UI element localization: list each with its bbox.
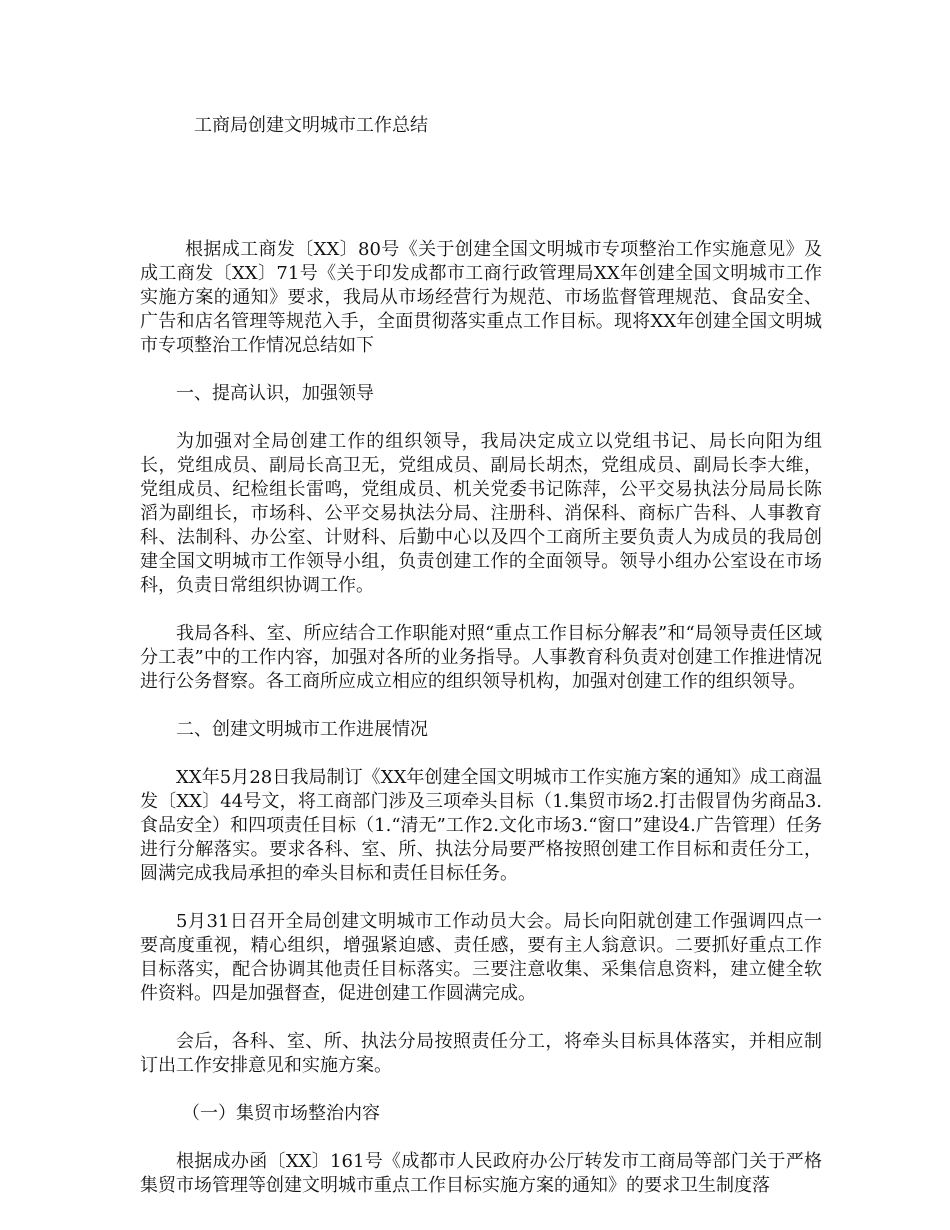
paragraph-responsibilities: 我局各科、室、所应结合工作职能对照“重点工作目标分解表”和“局领导责任区域分工表”中的工作内容，加强对各所的业务指导。人事教育科负责对创建工作推进情况进行公务督察。各工商所应成立相应的组织领导机构，加强对创建工作的组织领导。 <box>140 623 822 692</box>
paragraph-plan: XX年5月28日我局制订《XX年创建全国文明城市工作实施方案的通知》成工商温发〔XX〕44号文，将工商部门涉及三项牵头目标（1.集贸市场2.打击假冒伪劣商品3.食品安全）和四项责任目标（1.“清无”工作2.文化市场3.“窗口”建设4.广告管理）任务进行分解落实。要求各科、室、所、执法分局要严格按照创建工作目标和责任分工，圆满完成我局承担的牵头目标和责任目标任务。 <box>140 767 822 884</box>
paragraph-mobilization: 5月31日召开全局创建文明城市工作动员大会。局长向阳就创建工作强调四点一要高度重视，精心组织，增强紧迫感、责任感，要有主人翁意识。二要抓好重点工作目标落实，配合协调其他责任目标落实。三要注意收集、采集信息资料，建立健全软件资料。四是加强督查，促进创建工作圆满完成。 <box>140 911 822 1004</box>
paragraph-intro: 根据成工商发〔XX〕80号《关于创建全国文明城市专项整治工作实施意见》及成工商发〔XX〕71号《关于印发成都市工商行政管理局XX年创建全国文明城市工作实施方案的通知》要求，我局从市场经营行为规范、市场监督管理规范、食品安全、广告和店名管理等规范入手，全面贯彻落实重点工作目标。现将XX年创建全国文明城市专项整治工作情况总结如下 <box>140 239 822 356</box>
paragraph-market: 根据成办函〔XX〕161号《成都市人民政府办公厅转发市工商局等部门关于严格集贸市场管理等创建文明城市重点工作目标实施方案的通知》的要求卫生制度落 <box>140 1151 822 1196</box>
document-body <box>140 238 822 1222</box>
section-heading-2: 二、创建文明城市工作进展情况 <box>176 719 428 740</box>
subsection-heading-1: （一）集贸市场整治内容 <box>182 1103 380 1124</box>
paragraph-leadership: 为加强对全局创建工作的组织领导，我局决定成立以党组书记、局长向阳为组长，党组成员、副局长高卫无，党组成员、副局长胡杰，党组成员、副局长李大维，党组成员、纪检组长雷鸣，党组成员、机关党委书记陈萍，公平交易执法分局局长陈滔为副组长，市场科、公平交易执法分局、注册科、消保科、商标广告科、人事教育科、法制科、办公室、计财科、后勤中心以及四个工商所主要负责人为成员的我局创建全国文明城市工作领导小组，负责创建工作的全面领导。领导小组办公室设在市场科，负责日常组织协调工作。 <box>140 431 822 596</box>
paragraph-followup: 会后，各科、室、所、执法分局按照责任分工，将牵头目标具体落实，并相应制订出工作安排意见和实施方案。 <box>140 1031 822 1076</box>
document-title: 工商局创建文明城市工作总结 <box>194 115 428 136</box>
section-heading-1: 一、提高认识，加强领导 <box>176 383 374 404</box>
